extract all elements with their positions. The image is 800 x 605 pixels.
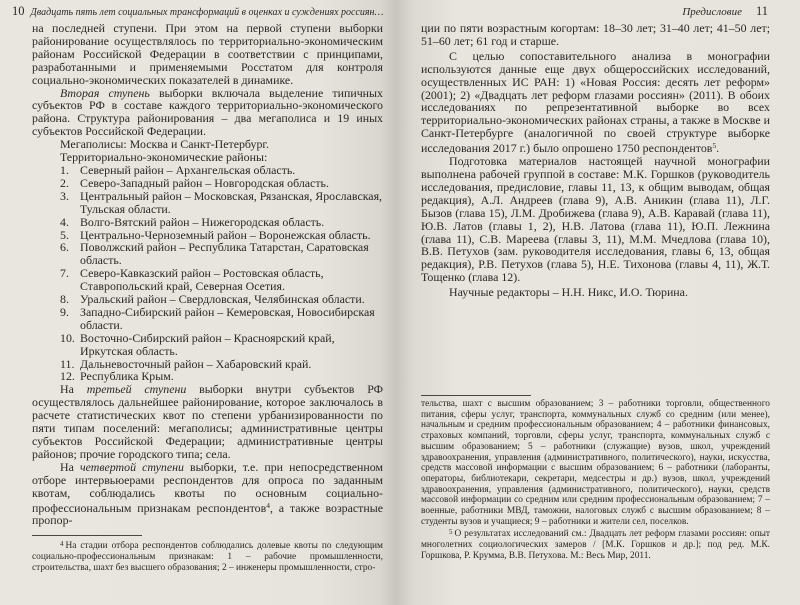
emphasis: четвертой ступени xyxy=(79,459,184,474)
scientific-editors: Научные редакторы – Н.Н. Никс, И.О. Тюрина. xyxy=(449,285,688,300)
list-item xyxy=(32,190,383,216)
paragraph: на последней ступени. При этом на первой ступени выборки районирование осуществлялось по территориально-экономическим районам Российской Федерации в соответствии с принципами, разработанными и применяемыми Росстатом для контроля социально-экономических показателей в динамике. xyxy=(32,21,383,87)
footnote-number: 5 xyxy=(449,528,453,537)
list-number: 10. xyxy=(60,330,75,345)
paragraph-text: выборки, т.е. при непосредственном отборе интервьюерами респондентов для опроса по заданным квотам, соблюдались квоты по основным социально-профессиональным признакам респондентов xyxy=(32,459,383,515)
regions-list xyxy=(32,164,383,383)
list-text: Волго-Вятский район – Нижегородская область. xyxy=(80,214,325,229)
list-number: 9. xyxy=(60,304,69,319)
footnotes xyxy=(421,395,770,562)
list-text: Поволжский район – Республика Татарстан, Саратовская область. xyxy=(80,240,369,268)
left-body xyxy=(12,22,383,573)
paragraph xyxy=(32,461,383,528)
footnote xyxy=(32,539,383,573)
list-text: Северо-Западный район – Новгородская область. xyxy=(80,175,329,190)
emphasis: Вторая ступень xyxy=(60,85,150,100)
left-running-head xyxy=(12,4,383,22)
list-text: Северо-Кавказский район – Ростовская область, Ставропольский край, Северная Осетия. xyxy=(80,266,324,294)
page-number: 10 xyxy=(12,4,25,18)
right-page xyxy=(397,0,800,605)
list-text: Центральный район – Московская, Рязанская, Ярославская, Тульская области. xyxy=(80,188,383,216)
paragraph xyxy=(421,50,770,155)
running-title: Предисловие xyxy=(682,6,742,18)
paragraph: Подготовка материалов настоящей научной монографии выполнена рабочей группой в составе: М.К. Горшков (руководитель исследования, предисловие, главы 11, 13, к общим выводам, общая редакция), А.Л. Андреев (глава 9), А.В. Аникин (глава 11), Л.Г. Бызов (глава 15), Л.М. Дробижева (глава 9), А.В. Каравай (глава 11), Ю.В. Латов (главы 1, 2), Н.В. Латова (глава 11), Ю.П. Лежнина (глава 11), С.В. Мареева (главы 3, 11), М.М. Мчедлова (глава 10), В.В. Петухов (зам. руководителя исследования, главы 6, 13, общая редакция), Р.В. Петухов (глава 5), Н.Е. Тихонова (главы 4, 11), Ж.Т. Тощенко (глава 12). xyxy=(421,154,770,285)
list-number: 8. xyxy=(60,292,69,307)
paragraph-text: На xyxy=(60,459,80,474)
list-number: 1. xyxy=(60,162,69,177)
paragraph-text: . xyxy=(716,141,720,156)
list-number: 4. xyxy=(60,214,69,229)
list-number: 3. xyxy=(60,188,69,203)
footnote-text: О результатах исследований см.: Двадцать лет реформ глазами россиян: опыт многолетних социологических замеров / [М.К. Горшков и др.]; под ред. М.К. Горшкова, Р. Круммa, В.В. Петухова. М.: Весь Мир, 2011. xyxy=(421,529,770,561)
list-text: Центрально-Черноземный район – Воронежская область. xyxy=(80,227,371,242)
list-text: Западно-Сибирский район – Кемеровская, Новосибирская области. xyxy=(80,304,375,332)
footnote-rule xyxy=(32,535,142,536)
list-number: 6. xyxy=(60,240,69,255)
paragraph xyxy=(32,383,383,460)
paragraph-text: выборки внутри субъектов РФ осуществлялось дальнейшее районирование, которое заключалось в расчете статистических квот по степени урбанизированности по пяти типам поселений: мегаполисы; административные центры субъектов Российской Федерации; административные центры районов; прочие городского типа; села. xyxy=(32,382,384,461)
regions-heading: Территориально-экономические районы: xyxy=(60,150,268,165)
megapolises-line: Мегаполисы: Москва и Санкт-Петербург. xyxy=(60,137,269,152)
footnote-marker[interactable]: 5 xyxy=(712,141,717,151)
paragraph: ции по пяти возрастным когортам: 18–30 лет; 31–40 лет; 41–50 лет; 51–60 лет; 61 год и старше. xyxy=(421,21,770,48)
paragraph-text: выборки включала выделение типичных субъектов РФ в составе каждого территориально-экономического района. Структура районирования – два мегаполиса и 19 иных субъектов Российской Федерации. xyxy=(32,85,383,139)
footnote-text: На стадии отбора респондентов соблюдались долевые квоты по следующим социально-профессиональным признакам: 1 – рабочие промышленности, строительства, шахт без высшего образования; 2 – инженеры промышленности, стро- xyxy=(32,541,383,573)
left-page xyxy=(0,0,397,605)
list-item xyxy=(32,332,383,358)
list-text: Дальневосточный район – Хабаровский край. xyxy=(80,356,312,371)
list-number: 12. xyxy=(60,369,75,384)
list-text: Северный район – Архангельская область. xyxy=(80,162,296,177)
list-number: 7. xyxy=(60,266,69,281)
footnotes xyxy=(32,539,383,573)
footnote-number: 4 xyxy=(60,540,64,549)
list-text: Восточно-Сибирский район – Красноярский край, Иркутская область. xyxy=(80,330,335,358)
page-number: 11 xyxy=(755,4,768,18)
list-number: 11. xyxy=(60,356,75,371)
list-number: 2. xyxy=(60,175,69,190)
list-item xyxy=(32,241,383,267)
footnote-marker[interactable]: 4 xyxy=(266,500,270,510)
paragraph-text: На xyxy=(60,382,87,397)
footnote-continuation: тельства, шахт с высшим образованием; 3 – работники торговли, общественного питания, сферы услуг, транспорта, коммунальных служб со средним (или менее), начальным и средним профессиональным образованием; 4 – работники финансовых, страховых компаний, торговли, сферы услуг, транспорта, коммунальных служб с высшим образованием; 5 – работники (служащие) вузов, школ, учреждений здравоохранения, управления (административного, политического), науки, искусства, средств массовой информации с высшим образованием; 6 – работники (лаборанты, операторы, библиотекари, секретари, медсестры и др.) вузов, школ, учреждений здравоохранения, управления (административного, политического), науки, средств массовой информации со средним или средним профессиональным образованием; 7 – военные, работники МВД, таможни, налоговых служб с высшим образованием; 8 – студенты вузов и учащиеся; 9 – работники и жители сел, поселков. xyxy=(421,399,770,527)
paragraph xyxy=(32,87,383,139)
list-item xyxy=(32,267,383,293)
list-number: 5. xyxy=(60,227,69,242)
footnote xyxy=(421,527,770,561)
paragraph-text: , а также возрастные пропор- xyxy=(32,500,383,528)
list-item xyxy=(32,306,383,332)
running-title: Двадцать пять лет социальных трансформаций в оценках и суждениях россиян… xyxy=(30,7,384,18)
paragraph-text: С целью сопоставительного анализа в монографии используются данные еще двух общероссийских исследований, осуществленных ИС РАН: 1) «Новая Россия: десять лет реформ» (2001); 2) «Двадцать лет реформ глазами россиян» (2011). В обоих исследованиях по репрезентативной выборке во всех территориально-экономических районах страны, а также в Москве и Санкт-Петербурге (аналогичной по своей структуре выборке исследования 2017 г.) было опрошено 1750 респондентов xyxy=(421,48,770,156)
list-text: Уральский район – Свердловская, Челябинская области. xyxy=(80,292,365,307)
footnote-rule xyxy=(421,395,531,396)
right-body xyxy=(421,22,770,562)
right-running-head xyxy=(421,4,770,22)
list-text: Республика Крым. xyxy=(80,369,174,384)
emphasis: третьей ступени xyxy=(86,382,187,397)
